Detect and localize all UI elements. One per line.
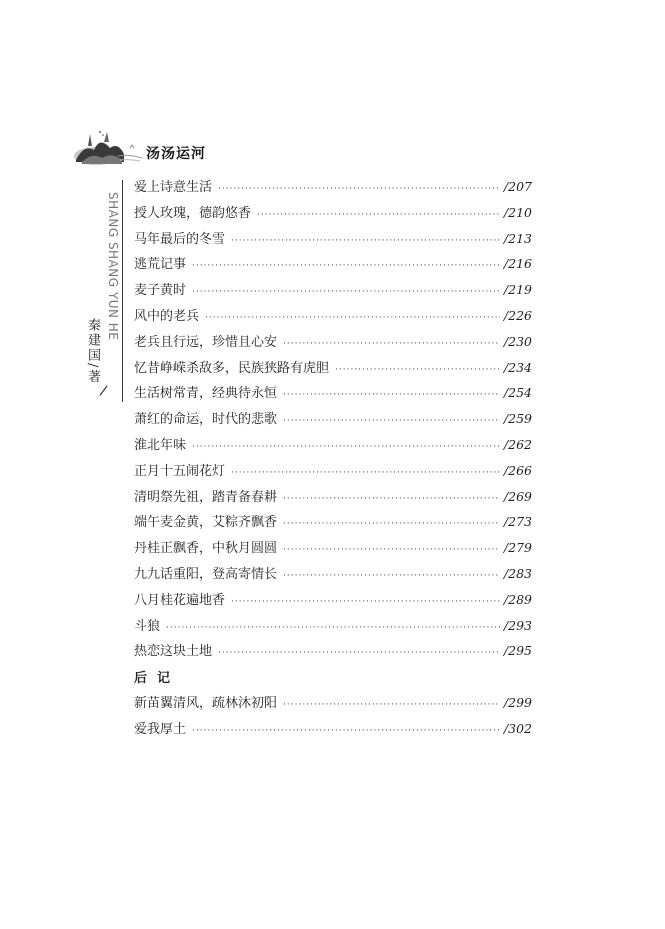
toc-entry-page: /293 bbox=[503, 617, 532, 633]
toc-entry-page: /213 bbox=[503, 230, 532, 246]
toc-entry[interactable] bbox=[134, 563, 532, 589]
toc-part-1 bbox=[134, 176, 532, 666]
toc-entry-page: /262 bbox=[503, 436, 532, 452]
section-heading: 后记 bbox=[134, 671, 181, 687]
toc-entry[interactable] bbox=[134, 176, 532, 202]
toc-entry-title: 萧红的命运，时代的悲歌 bbox=[134, 412, 278, 428]
toc-leader-dots bbox=[218, 648, 500, 658]
toc-entry-title: 忆昔峥嵘杀敌多，民族狭路有虎胆 bbox=[134, 360, 330, 376]
toc-leader-dots bbox=[192, 442, 500, 452]
toc-entry-title: 八月桂花遍地香 bbox=[134, 592, 226, 608]
toc-leader-dots bbox=[192, 287, 500, 297]
toc-leader-dots bbox=[335, 365, 500, 375]
toc-leader-dots bbox=[218, 184, 500, 194]
toc-leader-dots bbox=[283, 339, 500, 349]
toc-entry[interactable] bbox=[134, 253, 532, 279]
toc-entry-page: /226 bbox=[503, 307, 532, 323]
toc-leader-dots bbox=[283, 700, 500, 710]
toc-leader-dots bbox=[283, 494, 500, 504]
toc-entry[interactable] bbox=[134, 692, 532, 718]
toc-entry-title: 授人玫瑰，德韵悠香 bbox=[134, 205, 252, 221]
toc-part-2 bbox=[134, 692, 532, 744]
toc-entry[interactable] bbox=[134, 460, 532, 486]
toc-leader-dots bbox=[257, 210, 500, 220]
toc-entry-title: 丹桂正飘香，中秋月圆圆 bbox=[134, 541, 278, 557]
toc-entry-page: /219 bbox=[503, 282, 532, 298]
toc-entry-title: 新苗翼清风，疏林沐初阳 bbox=[134, 695, 278, 711]
table-of-contents bbox=[134, 176, 532, 744]
toc-leader-dots bbox=[192, 261, 500, 271]
toc-entry-title: 清明祭先祖，踏青备春耕 bbox=[134, 489, 278, 505]
toc-leader-dots bbox=[231, 236, 500, 246]
toc-entry-page: /254 bbox=[503, 385, 532, 401]
author-credit: 秦建国/著 bbox=[85, 318, 100, 385]
toc-entry-title: 生活树常青，经典待永恒 bbox=[134, 386, 278, 402]
toc-leader-dots bbox=[283, 519, 500, 529]
toc-entry[interactable] bbox=[134, 486, 532, 512]
toc-entry-title: 斗狼 bbox=[134, 618, 161, 634]
toc-entry-page: /269 bbox=[503, 488, 532, 504]
toc-leader-dots bbox=[231, 468, 500, 478]
toc-entry-page: /234 bbox=[503, 359, 532, 375]
toc-leader-dots bbox=[283, 416, 500, 426]
toc-entry-page: /207 bbox=[503, 179, 532, 194]
toc-entry[interactable] bbox=[134, 537, 532, 563]
toc-entry-page: /283 bbox=[503, 565, 532, 581]
toc-entry-title: 淮北年味 bbox=[134, 437, 187, 453]
pinyin-title: SHANG SHANG YUN HE bbox=[106, 192, 120, 341]
toc-entry[interactable] bbox=[134, 615, 532, 641]
book-title: 汤汤运河 bbox=[146, 146, 206, 162]
landscape-logo-icon bbox=[74, 126, 144, 170]
toc-entry-title: 老兵且行远，珍惜且心安 bbox=[134, 334, 278, 350]
toc-entry[interactable] bbox=[134, 228, 532, 254]
slash-mark-icon: / bbox=[98, 382, 109, 400]
toc-leader-dots bbox=[192, 726, 500, 736]
toc-leader-dots bbox=[166, 623, 500, 633]
toc-entry-page: /259 bbox=[503, 411, 532, 427]
toc-entry[interactable] bbox=[134, 640, 532, 666]
toc-entry-title: 端午麦金黄，艾粽齐飘香 bbox=[134, 515, 278, 531]
toc-entry-page: /266 bbox=[503, 462, 532, 478]
toc-entry-page: /230 bbox=[503, 333, 532, 349]
toc-entry-title: 九九话重阳，登高寄情长 bbox=[134, 566, 278, 582]
toc-entry[interactable] bbox=[134, 331, 532, 357]
toc-entry-page: /302 bbox=[503, 720, 532, 736]
toc-entry-page: /216 bbox=[503, 256, 532, 272]
toc-entry[interactable] bbox=[134, 408, 532, 434]
toc-entry[interactable] bbox=[134, 279, 532, 305]
toc-leader-dots bbox=[231, 597, 500, 607]
toc-entry-title: 热恋这块土地 bbox=[134, 644, 213, 660]
toc-entry[interactable] bbox=[134, 305, 532, 331]
toc-leader-dots bbox=[283, 571, 500, 581]
toc-entry-title: 风中的老兵 bbox=[134, 308, 200, 324]
toc-entry-page: /295 bbox=[503, 643, 532, 659]
toc-entry-page: /210 bbox=[503, 204, 532, 220]
toc-entry-page: /299 bbox=[503, 694, 532, 710]
toc-entry[interactable] bbox=[134, 357, 532, 383]
toc-entry-title: 逃荒记事 bbox=[134, 257, 187, 273]
toc-entry[interactable] bbox=[134, 382, 532, 408]
toc-entry-title: 麦子黄时 bbox=[134, 283, 187, 299]
vertical-divider bbox=[122, 180, 123, 402]
toc-entry[interactable] bbox=[134, 202, 532, 228]
toc-entry[interactable] bbox=[134, 511, 532, 537]
toc-entry-title: 马年最后的冬雪 bbox=[134, 231, 226, 247]
toc-entry-page: /279 bbox=[503, 540, 532, 556]
toc-entry-page: /289 bbox=[503, 591, 532, 607]
toc-entry[interactable] bbox=[134, 589, 532, 615]
toc-entry-title: 爱我厚土 bbox=[134, 721, 187, 737]
toc-entry[interactable] bbox=[134, 434, 532, 460]
toc-entry-page: /273 bbox=[503, 514, 532, 530]
toc-leader-dots bbox=[205, 313, 500, 323]
toc-leader-dots bbox=[283, 390, 500, 400]
toc-entry[interactable] bbox=[134, 718, 532, 744]
toc-leader-dots bbox=[283, 545, 500, 555]
toc-entry-title: 爱上诗意生活 bbox=[134, 180, 213, 195]
toc-entry-title: 正月十五闹花灯 bbox=[134, 463, 226, 479]
